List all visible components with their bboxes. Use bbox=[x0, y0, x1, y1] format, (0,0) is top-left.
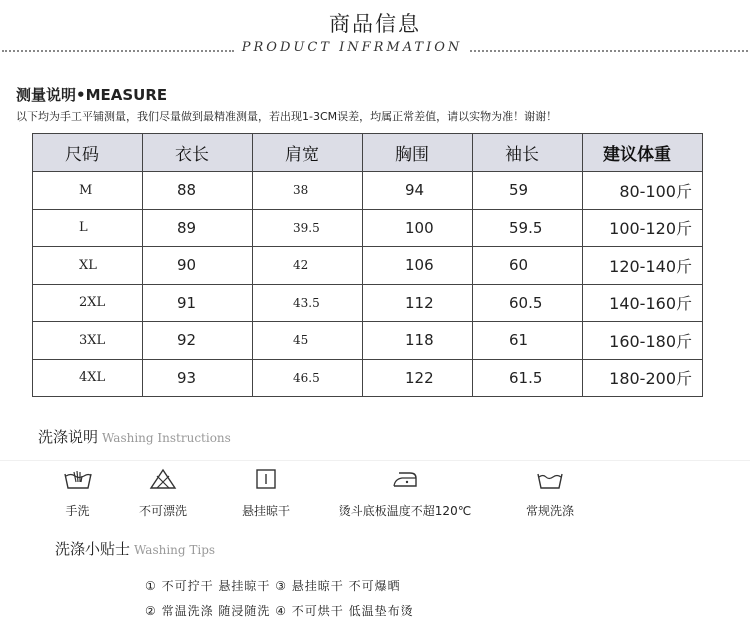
wash-label-normal: 常规洗涤 bbox=[525, 504, 574, 518]
cell-weight: 120-140斤 bbox=[583, 247, 703, 285]
cell-weight: 140-160斤 bbox=[583, 284, 703, 322]
cell-sleeve: 60.5 bbox=[473, 284, 583, 322]
dotted-rule-right bbox=[470, 50, 748, 52]
cell-shoulder: 46.5 bbox=[253, 359, 363, 397]
header-weight: 建议体重 bbox=[583, 134, 703, 172]
cell-sleeve: 60 bbox=[473, 247, 583, 285]
cell-chest: 100 bbox=[363, 209, 473, 247]
table-row bbox=[33, 209, 703, 247]
wash-item-no-bleach bbox=[133, 468, 193, 519]
wash-heading bbox=[38, 426, 231, 447]
wash-heading-en: Washing Instructions bbox=[102, 431, 231, 445]
wash-label-iron: 烫斗底板温度不超120℃ bbox=[338, 504, 472, 518]
wash-item-hang-dry bbox=[236, 468, 296, 519]
tips-heading bbox=[55, 538, 215, 559]
measure-heading: 测量说明•MEASURE bbox=[16, 86, 168, 104]
cell-sleeve: 59.5 bbox=[473, 209, 583, 247]
cell-shoulder: 39.5 bbox=[253, 209, 363, 247]
header-sleeve: 袖长 bbox=[473, 134, 583, 172]
measure-note: 以下均为手工平铺测量，我们尽量做到最精准测量，若出现1-3CM误差，均属正常差值，请以实物为准！谢谢！ bbox=[16, 110, 558, 123]
wash-item-hand bbox=[55, 468, 100, 519]
size-table bbox=[32, 133, 703, 397]
cell-length: 88 bbox=[143, 172, 253, 210]
table-row bbox=[33, 322, 703, 360]
cell-shoulder: 45 bbox=[253, 322, 363, 360]
cell-length: 89 bbox=[143, 209, 253, 247]
table-row bbox=[33, 284, 703, 322]
hand-wash-icon bbox=[63, 468, 93, 490]
tip-line-1: ① 不可拧干 悬挂晾干 ③ 悬挂晾干 不可爆晒 bbox=[145, 579, 401, 593]
cell-size: L bbox=[33, 209, 143, 247]
iron-icon bbox=[390, 468, 420, 490]
cell-weight: 180-200斤 bbox=[583, 359, 703, 397]
cell-chest: 94 bbox=[363, 172, 473, 210]
cell-chest: 122 bbox=[363, 359, 473, 397]
cell-length: 93 bbox=[143, 359, 253, 397]
cell-shoulder: 38 bbox=[253, 172, 363, 210]
cell-chest: 118 bbox=[363, 322, 473, 360]
table-row bbox=[33, 172, 703, 210]
tip-line-2: ② 常温洗涤 随浸随洗 ④ 不可烘干 低温垫布烫 bbox=[145, 604, 414, 618]
cell-size: XL bbox=[33, 247, 143, 285]
tips-heading-cn: 洗涤小贴士 bbox=[55, 540, 131, 558]
cell-size: 2XL bbox=[33, 284, 143, 322]
cell-length: 90 bbox=[143, 247, 253, 285]
cell-weight: 100-120斤 bbox=[583, 209, 703, 247]
table-header-row bbox=[33, 134, 703, 172]
cell-chest: 112 bbox=[363, 284, 473, 322]
page-title: 商品信息 bbox=[329, 12, 421, 36]
no-bleach-icon bbox=[149, 468, 177, 490]
wash-label-no-bleach: 不可漂洗 bbox=[138, 504, 187, 518]
cell-shoulder: 43.5 bbox=[253, 284, 363, 322]
cell-size: M bbox=[33, 172, 143, 210]
cell-shoulder: 42 bbox=[253, 247, 363, 285]
header-size: 尺码 bbox=[33, 134, 143, 172]
wash-heading-cn: 洗涤说明 bbox=[38, 428, 99, 446]
normal-wash-icon bbox=[536, 468, 564, 490]
dotted-rule-left bbox=[2, 50, 234, 52]
cell-size: 4XL bbox=[33, 359, 143, 397]
cell-sleeve: 61 bbox=[473, 322, 583, 360]
table-row bbox=[33, 247, 703, 285]
wash-label-hand: 手洗 bbox=[65, 504, 90, 518]
cell-size: 3XL bbox=[33, 322, 143, 360]
cell-sleeve: 59 bbox=[473, 172, 583, 210]
cell-length: 92 bbox=[143, 322, 253, 360]
cell-length: 91 bbox=[143, 284, 253, 322]
cell-weight: 160-180斤 bbox=[583, 322, 703, 360]
header-shoulder: 肩宽 bbox=[253, 134, 363, 172]
header-chest: 胸围 bbox=[363, 134, 473, 172]
wash-item-normal bbox=[520, 468, 580, 519]
page-subtitle: PRODUCT INFRMATION bbox=[241, 40, 463, 55]
hang-dry-icon bbox=[255, 468, 277, 490]
tips-heading-en: Washing Tips bbox=[134, 543, 216, 557]
header-length: 衣长 bbox=[143, 134, 253, 172]
cell-chest: 106 bbox=[363, 247, 473, 285]
wash-item-iron bbox=[330, 468, 480, 519]
table-row bbox=[33, 359, 703, 397]
cell-weight: 80-100斤 bbox=[583, 172, 703, 210]
cell-sleeve: 61.5 bbox=[473, 359, 583, 397]
wash-label-hang-dry: 悬挂晾干 bbox=[241, 504, 290, 518]
